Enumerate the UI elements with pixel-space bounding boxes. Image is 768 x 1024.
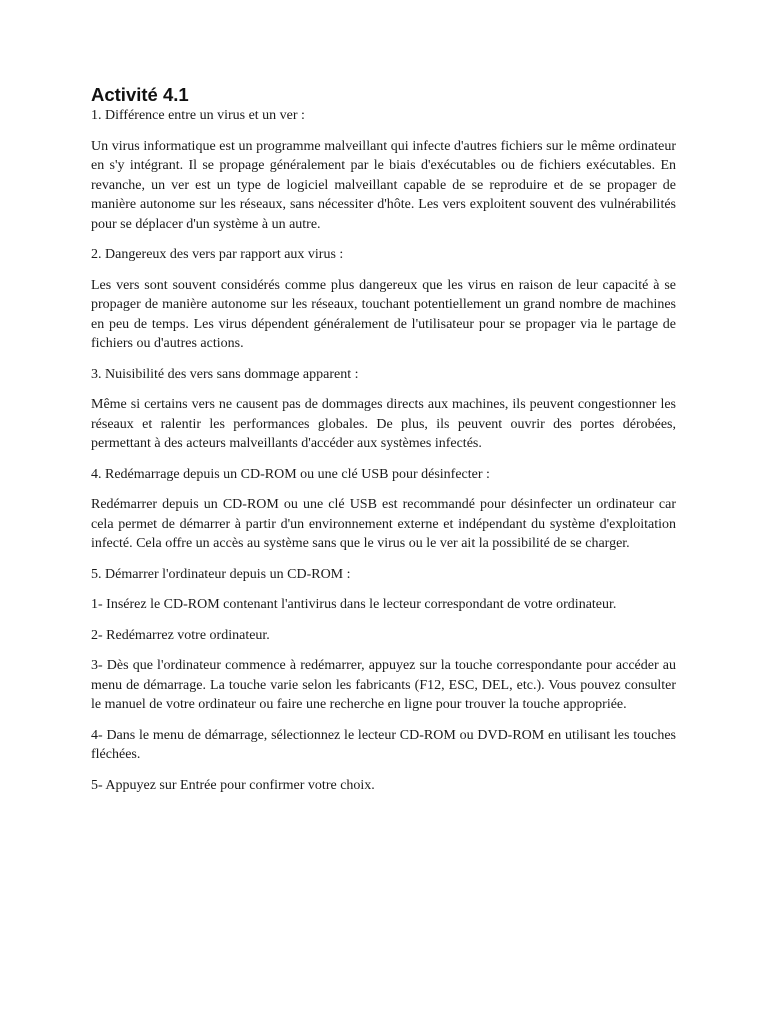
answer-1: Un virus informatique est un programme malveillant qui infecte d'autres fichiers sur le même ordinateur en s'y intégrant. Il se propage généralement par le biais d'exécutables ou de fichiers exécutables. En revanche, un ver est un type de logiciel malveillant capable de se reproduire et de se propager de manière autonome sur les réseaux, sans nécessiter d'hôte. Les vers exploitent souvent des vulnérabilités pour se déplacer d'un système à un autre. bbox=[91, 138, 676, 232]
answer-3: Même si certains vers ne causent pas de dommages directs aux machines, ils peuvent congestionner les réseaux et ralentir les performances globales. De plus, ils peuvent ouvrir des portes dérobées, permettant à des acteurs malveillants d'accéder aux systèmes infectés. bbox=[91, 397, 676, 451]
step-2: 2- Redémarrez votre ordinateur. bbox=[91, 627, 270, 643]
question-4: 4. Redémarrage depuis un CD-ROM ou une clé USB pour désinfecter : bbox=[91, 466, 490, 482]
question-3: 3. Nuisibilité des vers sans dommage apparent : bbox=[91, 366, 359, 382]
step-1: 1- Insérez le CD-ROM contenant l'antivirus dans le lecteur correspondant de votre ordinateur. bbox=[91, 597, 617, 612]
question-1: 1. Différence entre un virus et un ver : bbox=[91, 108, 305, 123]
step-3: 3- Dès que l'ordinateur commence à redémarrer, appuyez sur la touche correspondante pour accéder au menu de démarrage. La touche varie selon les fabricants (F12, ESC, DEL, etc.). Vous pouvez consulter le manuel de votre ordinateur ou faire une recherche en ligne pour trouver la touche appropriée. bbox=[91, 658, 676, 712]
answer-2: Les vers sont souvent considérés comme plus dangereux que les virus en raison de leur capacité à se propager de manière autonome sur les réseaux, touchant potentiellement un grand nombre de machines en peu de temps. Les virus dépendent généralement de l'utilisateur pour se propager via le partage de fichiers ou d'autres actions. bbox=[91, 277, 676, 351]
question-2: 2. Dangereux des vers par rapport aux virus : bbox=[91, 247, 344, 262]
document-title: Activité 4.1 bbox=[91, 84, 189, 105]
question-5: 5. Démarrer l'ordinateur depuis un CD-ROM : bbox=[91, 566, 351, 582]
document-body bbox=[91, 84, 676, 806]
step-5: 5- Appuyez sur Entrée pour confirmer votre choix. bbox=[91, 777, 375, 793]
step-4: 4- Dans le menu de démarrage, sélectionnez le lecteur CD-ROM ou DVD-ROM en utilisant les touches fléchées. bbox=[91, 727, 676, 762]
answer-4: Redémarrer depuis un CD-ROM ou une clé USB est recommandé pour désinfecter un ordinateur car cela permet de démarrer à partir d'un environnement externe et indépendant du système d'exploitation infecté. Cela offre un accès au système sans que le virus ou le ver ait la possibilité de se charger. bbox=[91, 497, 676, 551]
